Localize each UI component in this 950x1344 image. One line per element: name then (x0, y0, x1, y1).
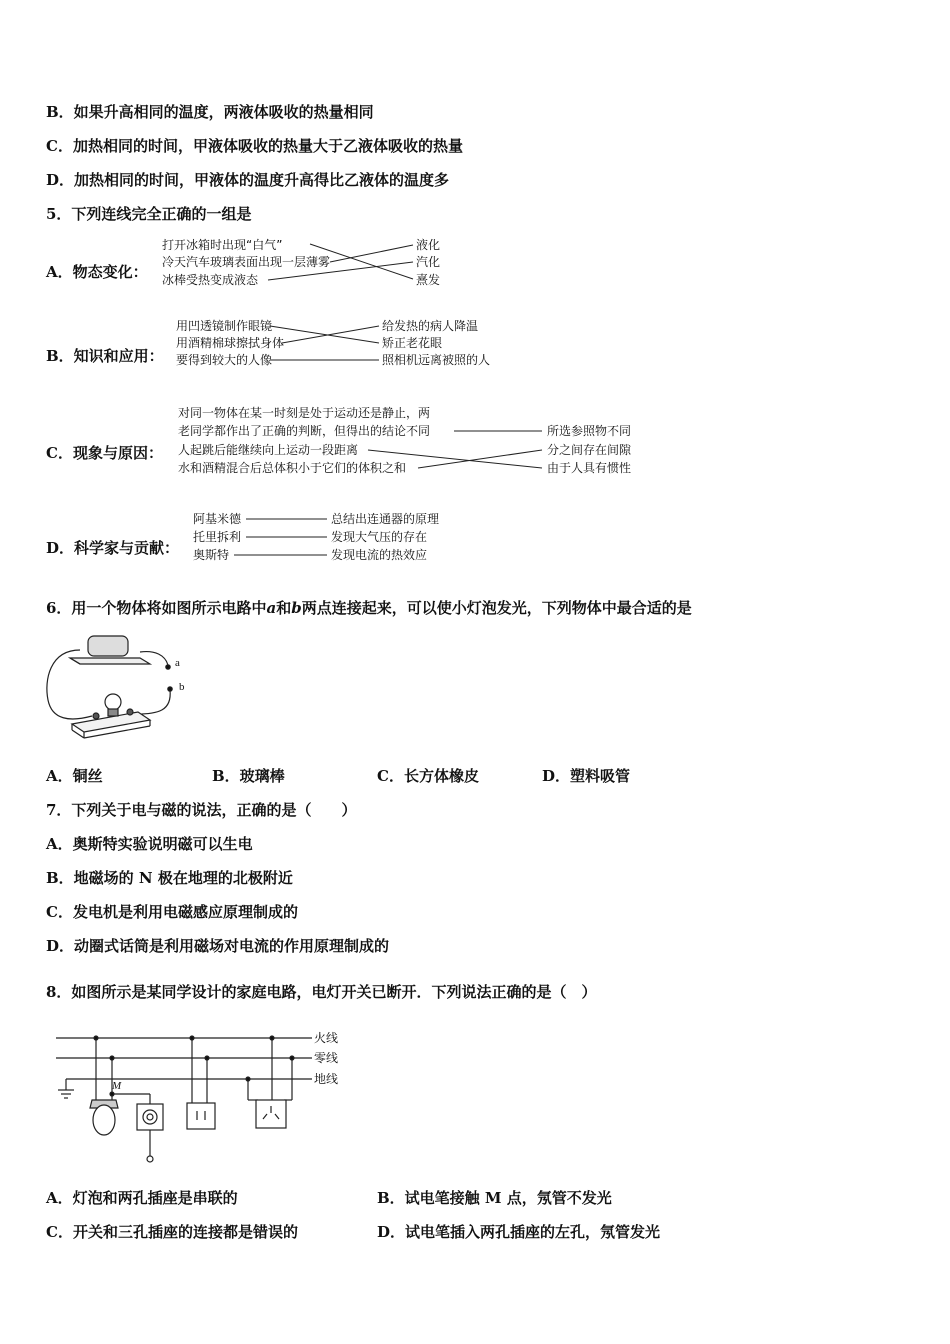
q5-stem: 5．下列连线完全正确的一组是 (46, 205, 252, 223)
two-hole-socket-icon (187, 1103, 215, 1129)
q5c-left-3: 人起跳后能继续向上运动一段距离 (178, 443, 359, 457)
q7-option-a: A．奥斯特实验说明磁可以生电 (46, 835, 253, 853)
q5c-left-1: 对同一物体在某一时刻是处于运动还是静止，两 (178, 406, 431, 420)
ground-wire-label: 地线 (314, 1072, 339, 1086)
q5b-left-3: 要得到较大的人像 (176, 353, 273, 367)
q5c-right-1: 所选参照物不同 (547, 424, 632, 438)
q5-option-d-label: D．科学家与贡献： (46, 539, 180, 557)
q6-option-b: B．玻璃棒 (212, 767, 285, 785)
terminal-a-label: a (175, 657, 180, 669)
three-hole-socket-icon (256, 1100, 286, 1128)
q8-stem: 8．如图所示是某同学设计的家庭电路，电灯开关已断开．下列说法正确的是（ ） (46, 983, 597, 1001)
q6-option-d: D．塑料吸管 (542, 767, 631, 785)
q5d-left-2: 托里拆利 (193, 530, 242, 544)
neutral-wire-label: 零线 (314, 1051, 339, 1065)
q5a-left-2: 冷天汽车玻璃表面出现一层薄雾 (162, 255, 331, 269)
q6-option-c: C．长方体橡皮 (377, 767, 479, 785)
q5a-right-1: 液化 (416, 238, 441, 252)
q5b-left-2: 用酒精棉球擦拭身体 (176, 336, 285, 350)
q5a-right-2: 汽化 (416, 255, 441, 269)
q5d-right-2: 发现大气压的存在 (331, 530, 428, 544)
q5-option-a-label: A．物态变化： (46, 263, 148, 281)
q5d-right-3: 发现电流的热效应 (331, 548, 428, 562)
switch-box (137, 1104, 163, 1130)
q6-stem: 6．用一个物体将如图所示电路中a和b两点连接起来，可以使小灯泡发光，下列物体中最合适的是 (46, 599, 692, 617)
q5b-right-1: 给发热的病人降温 (382, 319, 479, 333)
q7-option-d: D．动圈式话筒是利用磁场对电流的作用原理制成的 (46, 937, 390, 955)
q5b-left-1: 用凹透镜制作眼镜 (176, 319, 273, 333)
q5b-right-3: 照相机远离被照的人 (382, 353, 491, 367)
point-m-label: M (112, 1080, 122, 1092)
terminal-b-label: b (179, 681, 185, 693)
point-m (110, 1092, 114, 1096)
q8-option-a: A．灯泡和两孔插座是串联的 (46, 1189, 238, 1207)
q4-option-b: B．如果升高相同的温度，两液体吸收的热量相同 (46, 103, 374, 121)
q4-option-c: C．加热相同的时间，甲液体吸收的热量大于乙液体吸收的热量 (46, 137, 463, 155)
q8-option-c: C．开关和三孔插座的连接都是错误的 (46, 1223, 298, 1241)
q4-option-d: D．加热相同的时间，甲液体的温度升高得比乙液体的温度多 (46, 171, 450, 189)
q7-option-c: C．发电机是利用电磁感应原理制成的 (46, 903, 298, 921)
q5d-left-3: 奥斯特 (193, 548, 230, 562)
q5c-left-2: 老同学都作出了正确的判断，但得出的结论不同 (178, 424, 431, 438)
q5-option-b-label: B．知识和应用： (46, 347, 164, 365)
q5c-right-2: 分之间存在间隙 (547, 443, 632, 457)
q7-option-b: B．地磁场的 N 极在地理的北极附近 (46, 869, 293, 887)
q5-option-c-label: C．现象与原因： (46, 444, 163, 462)
q8-option-b: B．试电笔接触 M 点，氖管不发光 (377, 1189, 612, 1207)
q7-stem: 7．下列关于电与磁的说法，正确的是（ ） (46, 801, 357, 819)
live-wire-label: 火线 (314, 1031, 339, 1045)
q5a-left-3: 冰棒受热变成液态 (162, 273, 259, 287)
q5d-right-1: 总结出连通器的原理 (331, 512, 440, 526)
bulb-icon (93, 1105, 115, 1135)
q5a-left-1: 打开冰箱时出现“白气” (162, 238, 283, 252)
q5a-right-3: 熹发 (416, 273, 441, 287)
q6-option-a: A．铜丝 (46, 767, 103, 785)
q8-option-d: D．试电笔插入两孔插座的左孔，氖管发光 (377, 1223, 661, 1241)
q5c-right-3: 由于人具有惯性 (547, 461, 632, 475)
q5d-left-1: 阿基米德 (193, 512, 242, 526)
q5b-right-2: 矫正老花眼 (382, 336, 443, 350)
switch-terminal (147, 1156, 153, 1162)
q5c-left-4: 水和酒精混合后总体积小于它们的体积之和 (178, 461, 407, 475)
